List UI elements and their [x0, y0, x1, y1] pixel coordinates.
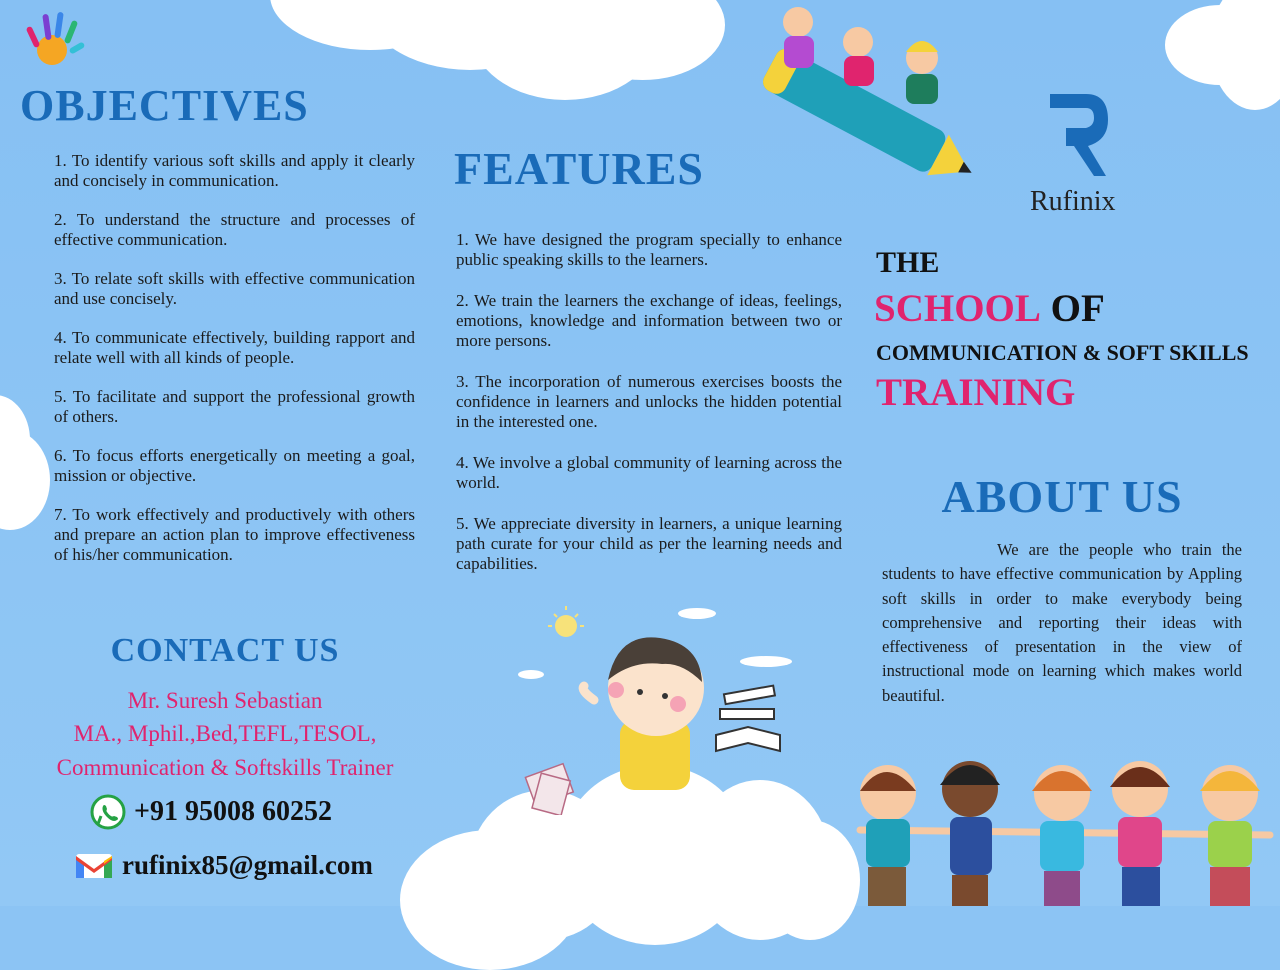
whatsapp-icon	[90, 794, 126, 830]
feature-item: 1. We have designed the program specially to enhance public speaking skills to the learners.	[456, 230, 842, 269]
boy-with-books-illustration	[520, 600, 810, 815]
contact-qualifications: MA., Mphil.,Bed,TEFL,TESOL,	[73, 721, 377, 746]
objective-item: 5. To facilitate and support the professional growth of others.	[54, 387, 415, 426]
school-title-training: TRAINING	[876, 371, 1076, 414]
features-heading: FEATURES	[454, 143, 704, 194]
feature-item: 5. We appreciate diversity in learners, a unique learning path curate for your child as per the learning needs and capabilities.	[456, 514, 842, 573]
about-text: We are the people who train the students to have effective communication by Appling soft skills in order to make everybody being comprehensive and reporting their ideas with effectiveness of presentation in the view of instructional mode on learning which makes world beautiful.	[882, 540, 1242, 705]
objective-item: 7. To work effectively and productively with others and prepare an action plan to improve effectiveness of his/her communication.	[54, 505, 415, 564]
feature-item: 4. We involve a global community of learning across the world.	[456, 453, 842, 492]
handprint-icon	[20, 6, 92, 70]
children-holding-hands-illustration	[840, 755, 1280, 906]
objective-item: 6. To focus efforts energetically on meeting a goal, mission or objective.	[54, 446, 415, 485]
contact-phone-row[interactable]	[90, 794, 332, 830]
brand-name: Rufinix	[1030, 186, 1116, 217]
gmail-icon	[76, 852, 112, 880]
objective-item: 4. To communicate effectively, building rapport and relate well with all kinds of people.	[54, 328, 415, 367]
objectives-list	[54, 151, 415, 584]
school-title-of: OF	[1050, 287, 1105, 330]
school-title-the: THE	[876, 246, 940, 279]
kids-on-pencil-illustration	[740, 0, 985, 185]
feature-item: 2. We train the learners the exchange of ideas, feelings, emotions, knowledge and information between two or more persons.	[456, 291, 842, 350]
school-title-communication: COMMUNICATION & SOFT SKILLS	[876, 340, 1249, 365]
school-title-school: SCHOOL	[874, 287, 1041, 330]
school-title-line2	[874, 286, 1105, 331]
contact-name: Mr. Suresh Sebastian	[127, 688, 323, 713]
about-heading: ABOUT US	[941, 471, 1183, 522]
contact-email[interactable]: rufinix85@gmail.com	[122, 850, 373, 880]
feature-item: 3. The incorporation of numerous exercises boosts the confidence in learners and unlocks the hidden potential in the interested one.	[456, 372, 842, 431]
rufinix-r-logo-icon	[1046, 90, 1112, 180]
objective-item: 3. To relate soft skills with effective communication and use concisely.	[54, 269, 415, 308]
features-list	[456, 230, 842, 595]
objective-item: 2. To understand the structure and processes of effective communication.	[54, 210, 415, 249]
objective-item: 1. To identify various soft skills and apply it clearly and concisely in communication.	[54, 151, 415, 190]
objectives-heading: OBJECTIVES	[20, 81, 309, 130]
contact-phone[interactable]: +91 95008 60252	[134, 796, 332, 827]
contact-email-row[interactable]	[76, 850, 373, 881]
contact-role: Communication & Softskills Trainer	[56, 755, 394, 780]
contact-heading: CONTACT US	[110, 632, 340, 669]
